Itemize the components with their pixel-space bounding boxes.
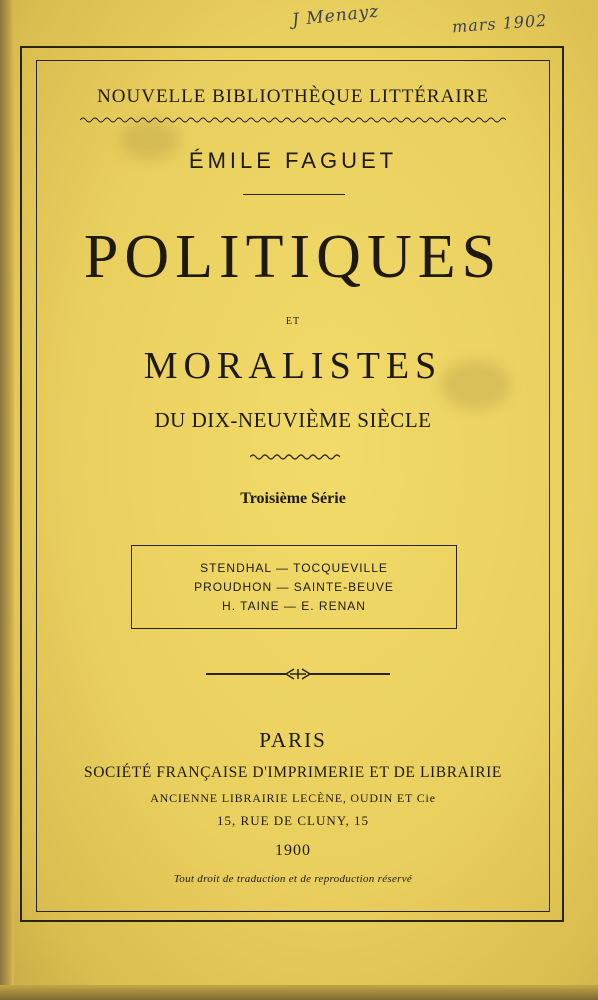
title-conjunction: ET [285,316,301,327]
title-line-1: POLITIQUES [83,223,503,291]
inner-border [36,60,550,912]
wavy-rule-top [80,116,506,124]
subjects-box [131,545,457,629]
series-title: NOUVELLE BIBLIOTHÈQUE LITTÉRAIRE [97,86,489,107]
imprint-former-name: ANCIENNE LIBRAIRIE LECÈNE, OUDIN ET Cie [150,791,436,805]
subject-line: H. TAINE — E. RENAN [222,599,366,613]
subject-line: PROUDHON — SAINTE-BEUVE [194,580,394,594]
subject-line: STENDHAL — TOCQUEVILLE [200,561,388,575]
author-name: ÉMILE FAGUET [188,148,398,173]
book-spine-edge [0,0,14,1000]
subtitle: DU DIX-NEUVIÈME SIÈCLE [154,408,432,432]
imprint-publisher: SOCIÉTÉ FRANÇAISE D'IMPRIMERIE ET DE LIBRAIRIE [83,764,503,781]
title-line-2: MORALISTES [143,345,443,387]
wavy-rule-small [250,453,340,461]
rights-notice: Tout droit de traduction et de reproduction réservé [173,873,413,885]
imprint-city: PARIS [259,728,327,752]
handwritten-signature: J Menayz [291,1,381,31]
volume-label: Troisième Série [240,490,346,507]
divider-rule [243,194,345,195]
imprint-address: 15, RUE DE CLUNY, 15 [217,813,369,828]
page-bottom-edge [0,985,598,1000]
imprint-year: 1900 [275,842,311,859]
ornament-divider [206,666,390,682]
handwritten-date: mars 1902 [451,10,548,37]
